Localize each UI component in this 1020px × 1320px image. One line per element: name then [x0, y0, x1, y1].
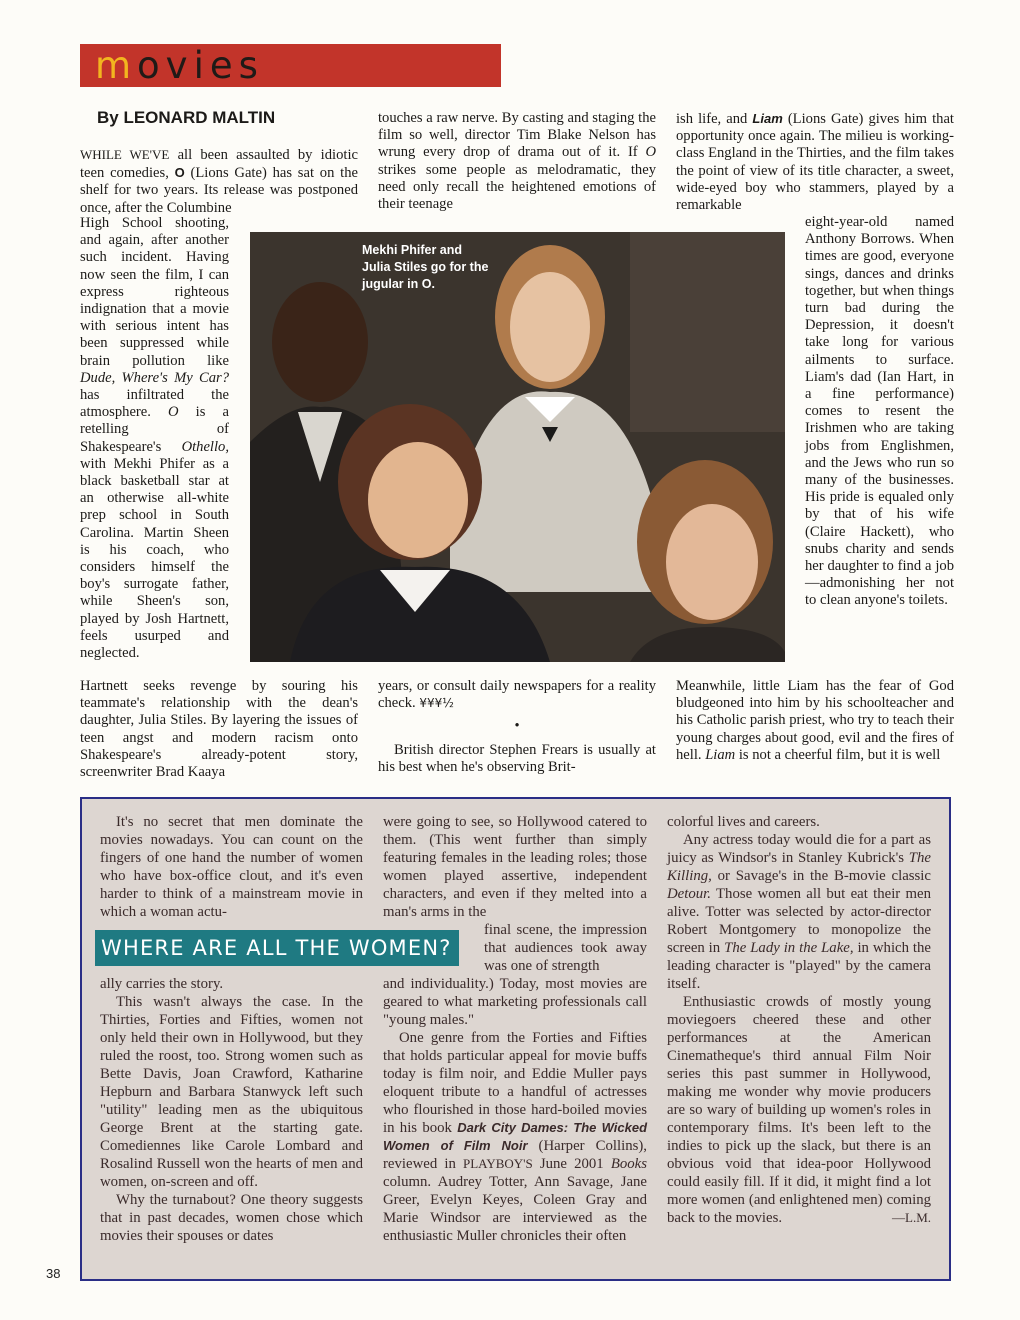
rating-glyphs: ¥¥¥½ — [419, 696, 454, 711]
article-col3-top: ish life, and Liam (Lions Gate) gives him that opportunity once again. The milieu is working-class England in the Thirties, and the film takes the point of view of its title character, a sweet, wide-eyed boy who stammers, played by a remarkable — [676, 111, 954, 214]
article-col1-bottom: Hartnett seeks revenge by souring his teammate's relationship with the dean's daughter, Julia Stiles. By layering the issues of teen angst and modern racism onto Shakespeare's already-potent story, screenwriter Brad Kaaya — [80, 678, 358, 781]
sidebar-col3: colorful lives and careers. Any actress today would die for a part as juicy as Windsor's in Stanley Kubrick's The Killing, or Savage's in the B-movie classic Detour. Those women all but eat their men alive. Totter was selected by actor-director Robert Montgomery to monopolize the screen in The Lady in the Lake, in which the leading character is "played" by the camera itself. Enthusiastic crowds of mostly young moviegoers cheered these and other performances at the American Cinematheque's third annual Film Noir series this past summer in Hollywood, making me wonder why movie producers are so wary of building up women's roles in contemporary films. It's been left to the indies to pick up the slack, but there is an obvious void that idea-poor Hollywood could easily fill. If it did, it might find a lot more women (and enlightened men) coming back to the movies. —L.M. — [667, 814, 931, 1226]
sidebar-signature: —L.M. — [892, 1210, 931, 1225]
article-col2-bottom: years, or consult daily newspapers for a reality check. ¥¥¥½ • British director Stephen Frears is usually at his best when he's observing Brit- — [378, 678, 656, 775]
film-still-illustration — [250, 232, 785, 662]
article-col3-narrow: eight-year-old named Anthony Borrows. When times are good, everyone sings, dances and drinks together, but when things turn bad during the Depression, it doesn't take long for various ailments to surface. Liam's dad (Ian Hart, in a fine performance) comes to resent the Irishmen who are taking jobs from Englishmen, and the Jews who run so many of the businesses. His pride is equaled only by that of his wife (Claire Hackett), who snubs charity and sends her daughter to find a job—admonishing her not to clean anyone's toilets. — [805, 214, 954, 609]
section-bullet: • — [514, 718, 520, 735]
article-col2-top: touches a raw nerve. By casting and staging the film so well, director Tim Blake Nelson has wrung every drop of drama out of it. If O strikes some people as melodramatic, they need only recall the heightened emotions of their teenage — [378, 110, 656, 213]
section-banner — [80, 44, 501, 87]
photo-caption: Mekhi Phifer and Julia Stiles go for the jugular in O. — [362, 243, 489, 291]
sidebar-title: WHERE ARE ALL THE WOMEN? — [101, 936, 452, 960]
section-title: movies — [95, 44, 264, 87]
film-still-photo — [250, 232, 785, 662]
page-number: 38 — [46, 1266, 61, 1281]
sidebar-col2-bottom: and individuality.) Today, most movies are geared to what marketing professionals call "young males." One genre from the Forties and Fifties that holds particular appeal for movie buffs today is film noir, and Eddie Muller pays eloquent tribute to a handful of actresses who flourished in those hard-boiled movies in his book Dark City Dames: The Wicked Women of Film Noir (Harper Collins), reviewed in PLAYBOY'S June 2001 Books column. Audrey Totter, Ann Savage, Jane Greer, Evelyn Keyes, Coleen Gray and Marie Windsor are interviewed as the enthusiastic Muller chronicles their often — [383, 976, 648, 1244]
sidebar-col2-top: were going to see, so Hollywood catered to them. (This went further than simply featuring females in the leading roles; those women played assertive, independent characters, and even if they melted into a man's arms in the — [383, 814, 647, 920]
byline: By LEONARD MALTIN — [97, 108, 276, 127]
article-col1-top: WHILE WE'VE all been assaulted by idiotic teen comedies, O (Lions Gate) has sat on the shelf for two years. Its release was postponed once, after the Columbine — [80, 147, 358, 216]
sidebar-col2-narrow: final scene, the impression that audiences took away was one of strength — [484, 922, 647, 974]
sidebar-col1-top: It's no secret that men dominate the movies nowadays. You can count on the fingers of one hand the number of women who have box-office clout, and it's even harder to think of a mainstream movie in which a woman actu- — [100, 814, 363, 920]
sidebar-title-banner — [95, 930, 459, 966]
sidebar-col1-bottom: ally carries the story. This wasn't always the case. In the Thirties, Forties and Fifties, women not only held their own in Hollywood, but they ruled the roost, too. Strong women such as Bette Davis, Joan Crawford, Katharine Hepburn and Barbara Stanwyck left such "utility" leading men as the ubiquitous George Brent at the starting gate. Comediennes like Carole Lombard and Rosalind Russell won the hearts of men and women, on-screen and off. Why the turnabout? One theory suggests that in past decades, women chose which movies their spouses or dates — [100, 976, 363, 1244]
article-col1-narrow: High School shooting, and again, after another such incident. Having now seen the film, I can express righteous indignation that a movie with serious intent has been suppressed while brain pollution like Dude, Where's My Car? has infiltrated the atmosphere. O is a retelling of Shakespeare's Othello, with Mekhi Phifer as a black basketball star at an otherwise all-white prep school in South Carolina. Martin Sheen is his coach, who considers himself the boy's surrogate father, while Sheen's son, played by Josh Hartnett, feels usurped and neglected. — [80, 215, 229, 662]
article-col3-bottom: Meanwhile, little Liam has the fear of God bludgeoned into him by his schoolteacher and his Catholic parish priest, who try to teach their young charges about good, evil and the fires of hell. Liam is not a cheerful film, but it is well — [676, 678, 954, 763]
